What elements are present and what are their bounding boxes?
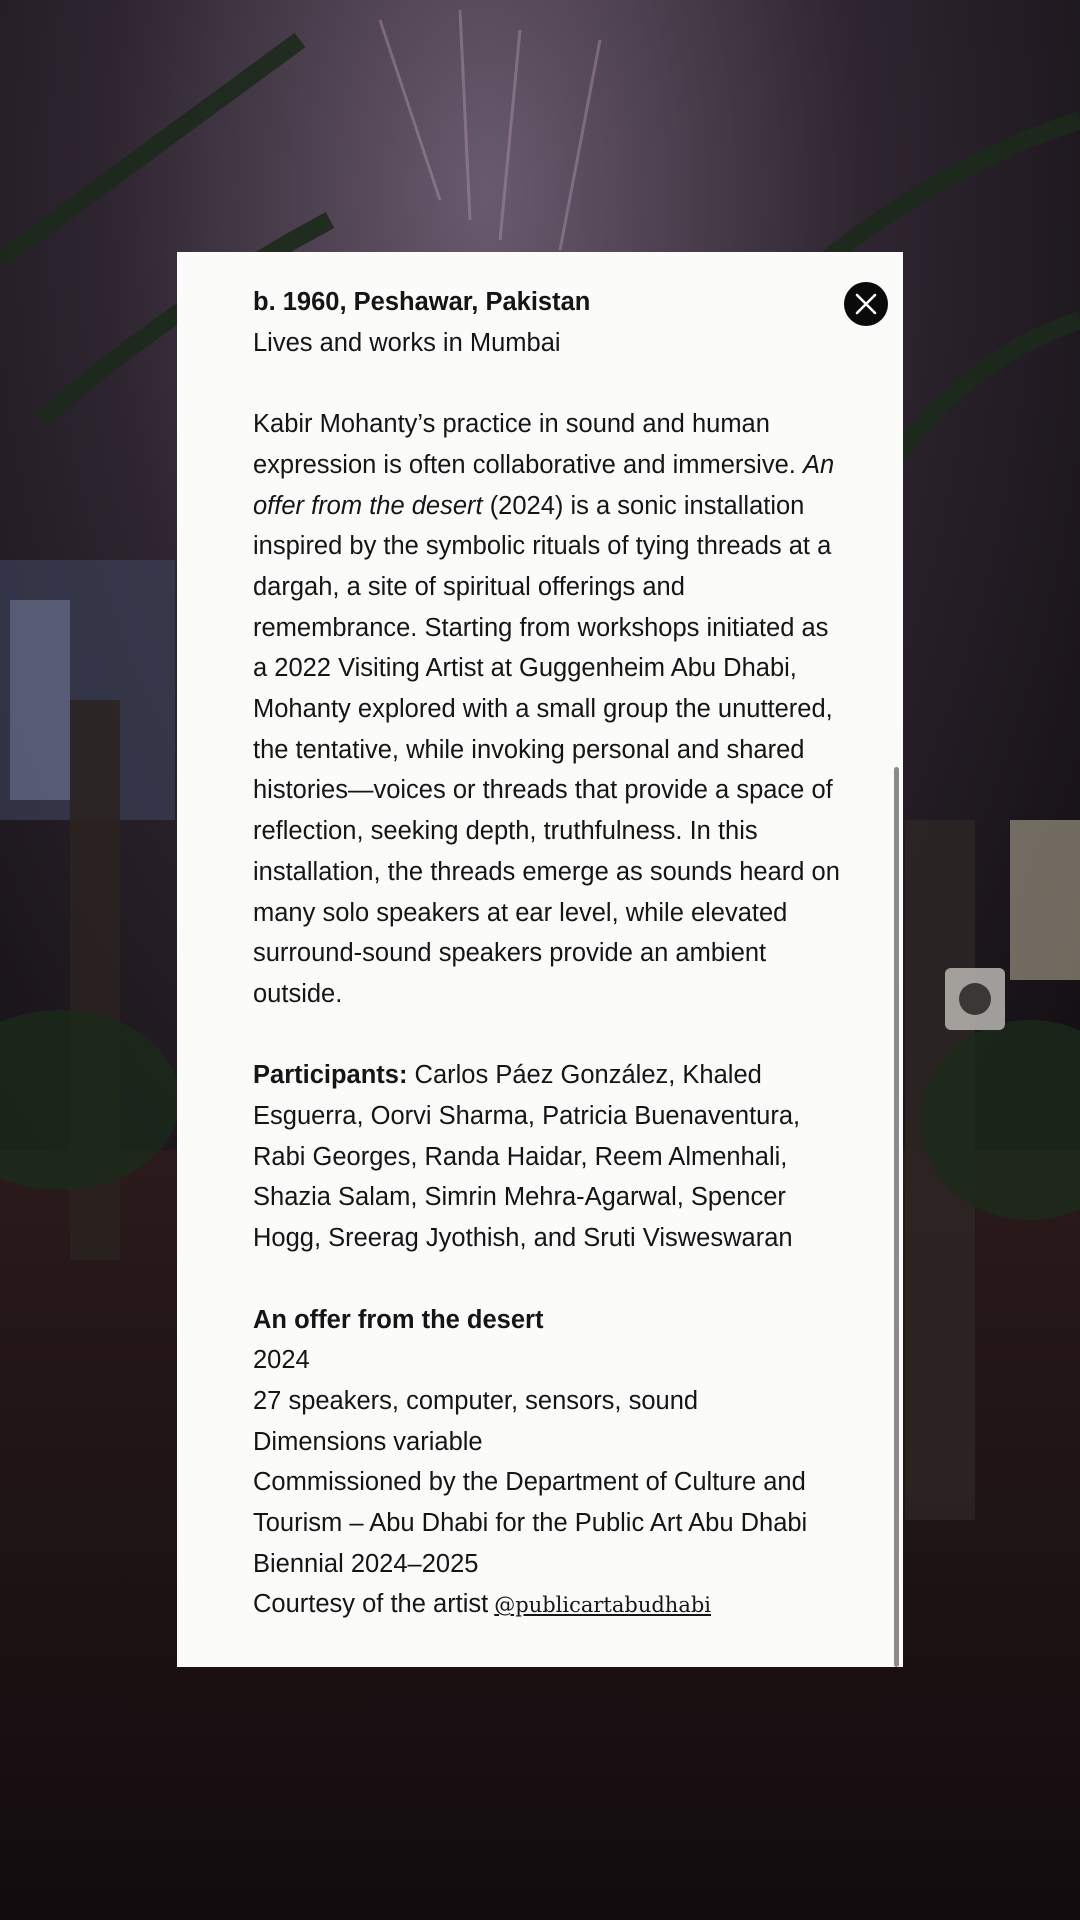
participants-names: Carlos Páez González, Khaled Esguerra, Oorvi Sharma, Patricia Buenaventura, Rabi Georges, Randa Haidar, Reem Almenhali, Shazia Salam, Simrin Mehra-Agarwal, Spencer Hogg, Sreerag Jyothish, and Sruti Visweswaran [253, 1061, 801, 1253]
work-commission: Commissioned by the Department of Culture and Tourism – Abu Dhabi for the Public Art Abu Dhabi Biennial 2024–2025 [253, 1468, 808, 1578]
artwork-info-content [253, 282, 843, 1626]
artwork-info-panel[interactable] [177, 252, 903, 1667]
close-icon [855, 293, 877, 315]
close-button[interactable] [844, 282, 888, 326]
work-materials: 27 speakers, computer, sensors, sound [253, 1386, 699, 1415]
participants-label: Participants: [253, 1061, 408, 1090]
work-dimensions: Dimensions variable [253, 1427, 483, 1456]
artist-residence: Lives and works in Mumbai [253, 328, 561, 357]
description-body: (2024) is a sonic installation inspired by the symbolic rituals of tying threads at a dargah, a site of spiritual offerings and remembrance. Starting from workshops initiated as a 2022 Visiting Artist at Guggenheim Abu Dhabi, Mohanty explored with a small group the unuttered, the tentative, while invoking personal and shared histories—voices or threads that provide a space of reflection, seeking depth, truthfulness. In this installation, the threads emerge as sounds heard on many solo speakers at ear level, while elevated surround-sound speakers provide an ambient outside. [253, 491, 840, 1008]
instagram-handle-link[interactable]: @publicartabudhabi [494, 1593, 712, 1618]
work-title: An offer from the desert [253, 1305, 544, 1334]
courtesy-text: Courtesy of the artist [253, 1590, 489, 1619]
description-work-title: An offer from the desert [253, 450, 835, 520]
artist-birth-info: b. 1960, Peshawar, Pakistan [253, 288, 591, 316]
work-year: 2024 [253, 1346, 310, 1375]
work-courtesy [253, 1584, 843, 1626]
participants [253, 1055, 843, 1259]
description-intro: Kabir Mohanty’s practice in sound and human expression is often collaborative and immersive. [253, 410, 796, 479]
scrollbar[interactable] [894, 767, 899, 1667]
artwork-description [253, 404, 843, 1015]
